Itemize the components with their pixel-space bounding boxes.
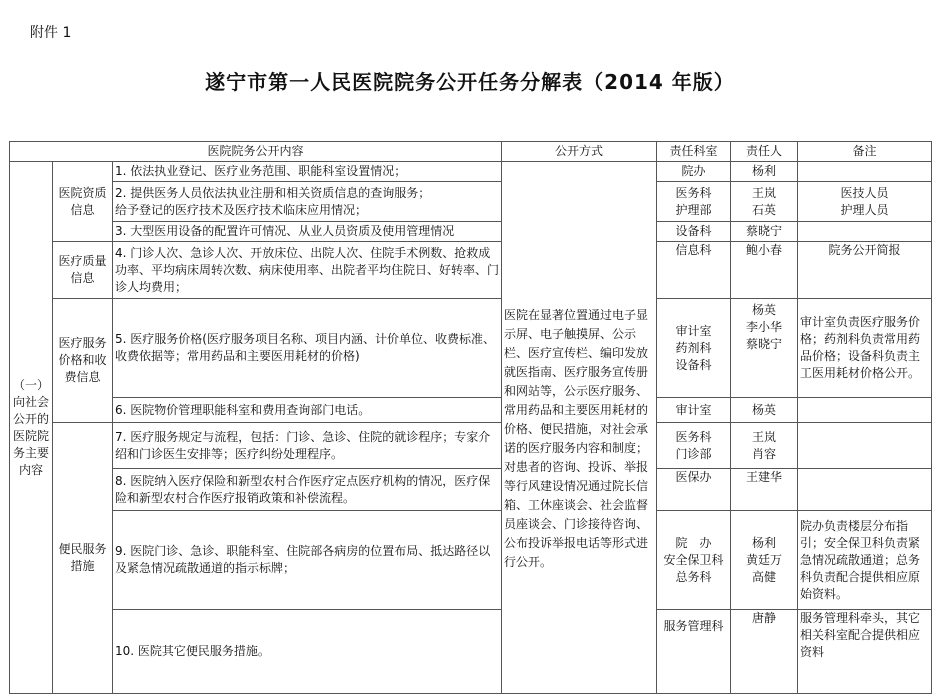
person-line: 蔡晓宁 (745, 337, 782, 351)
item-person: 鲍小春 (731, 242, 798, 299)
person-line: 杨英 (751, 303, 776, 317)
item-department: 审计室 (657, 398, 731, 423)
item-text: 5. 医疗服务价格(医疗服务项目名称、项目内涵、计价单位、收费标准、收费依据等；常用药品和主要医用耗材的价格) (113, 299, 502, 398)
item-remarks (798, 469, 932, 511)
department-line: 医务科 (675, 429, 712, 444)
department-line: 审计室 (675, 323, 712, 338)
header-content: 医院院务公开内容 (10, 142, 502, 162)
item-department (657, 511, 731, 610)
person-line: 高健 (751, 569, 776, 584)
item-remarks (798, 398, 932, 423)
item-department: 院办 (657, 162, 731, 182)
item-remarks: 服务管理科牵头，其它相关科室配合提供相应资料 (798, 610, 932, 694)
table-row (10, 398, 932, 423)
item-text-line: 给予登记的医疗技术及医疗技术临床应用情况； (115, 202, 368, 217)
item-text: 3. 大型医用设备的配置许可情况、从业人员资质及使用管理情况 (113, 222, 502, 242)
item-department (657, 423, 731, 469)
item-text: 9. 医院门诊、急诊、职能科室、住院部各病房的位置布局、抵达路径以及紧急情况疏散通道的指示标牌； (113, 511, 502, 610)
item-person (731, 511, 798, 610)
item-department: 服务管理科 (657, 610, 731, 694)
item-text: 4. 门诊人次、急诊人次、开放床位、出院人次、住院手术例数、抢救成功率、平均病床周转次数、病床使用率、出院者平均住院日、好转率、门诊人均费用； (113, 242, 502, 299)
item-person: 蔡晓宁 (731, 222, 798, 242)
item-remarks (798, 423, 932, 469)
department-line: 安全保卫科 (663, 552, 724, 567)
header-remarks: 备注 (798, 142, 932, 162)
department-line: 医务科 (675, 185, 712, 200)
person-line: 石英 (751, 202, 776, 217)
department-line: 门诊部 (675, 446, 712, 461)
item-department (657, 299, 731, 398)
item-text: 10. 医院其它便民服务措施。 (113, 610, 502, 694)
remarks-line: 护理人员 (840, 202, 889, 217)
table-row (10, 182, 932, 222)
header-department: 责任科室 (657, 142, 731, 162)
item-text (113, 182, 502, 222)
header-method: 公开方式 (502, 142, 657, 162)
item-person (731, 182, 798, 222)
task-table (9, 141, 932, 694)
header-person: 责任人 (731, 142, 798, 162)
item-person: 王建华 (731, 469, 798, 511)
department-line: 药剂科 (675, 340, 712, 355)
table-row (10, 610, 932, 694)
item-person: 杨利 (731, 162, 798, 182)
item-person (731, 423, 798, 469)
table-row (10, 242, 932, 299)
item-remarks: 院办负责楼层分布指引；安全保卫科负责紧急情况疏散通道；总务科负责配合提供相应原始资料。 (798, 511, 932, 610)
section-label: （一）向社会公开的医院院务主要内容 (10, 162, 53, 694)
person-line: 杨利 (751, 535, 776, 550)
item-remarks: 审计室负责医疗服务价格；药剂科负责常用药品价格；设备科负责主工医用耗材价格公开。 (798, 299, 932, 398)
header-row (10, 142, 932, 162)
category-qualification: 医院资质信息 (53, 162, 113, 242)
item-text: 7. 医疗服务规定与流程，包括：门诊、急诊、住院的就诊程序；专家介绍和门诊医生安排等；医疗纠纷处理程序。 (113, 423, 502, 469)
person-line: 王岚 (751, 185, 776, 200)
table-row (10, 162, 932, 182)
table-row (10, 511, 932, 610)
department-line: 总务科 (675, 569, 712, 584)
item-remarks (798, 162, 932, 182)
person-line: 李小华 (745, 320, 782, 334)
item-person: 唐静 (731, 610, 798, 694)
item-remarks: 院务公开简报 (798, 242, 932, 299)
department-line: 院 办 (675, 535, 712, 550)
table-row (10, 299, 932, 398)
person-line: 肖容 (751, 446, 776, 461)
document-title: 遂宁市第一人民医院院务公开任务分解表（2014 年版） (205, 70, 735, 94)
table-row (10, 423, 932, 469)
item-text-line: 2. 提供医务人员依法执业注册和相关资质信息的查询服务； (115, 185, 431, 200)
category-convenience: 便民服务措施 (53, 423, 113, 694)
item-department (657, 182, 731, 222)
person-line: 黄廷万 (745, 552, 782, 567)
department-line: 设备科 (675, 357, 712, 372)
item-remarks (798, 222, 932, 242)
table-row (10, 222, 932, 242)
item-department: 医保办 (657, 469, 731, 511)
person-line: 王岚 (751, 429, 776, 444)
item-department: 信息科 (657, 242, 731, 299)
attachment-label: 附件 1 (30, 25, 72, 41)
item-person (731, 299, 798, 398)
item-text: 1. 依法执业登记、医疗业务范围、职能科室设置情况； (113, 162, 502, 182)
item-text: 6. 医院物价管理职能科室和费用查询部门电话。 (113, 398, 502, 423)
category-quality: 医疗质量信息 (53, 242, 113, 299)
category-pricing: 医疗服务价格和收费信息 (53, 299, 113, 423)
remarks-line: 医技人员 (840, 185, 889, 200)
item-department: 设备科 (657, 222, 731, 242)
department-line: 护理部 (675, 202, 712, 217)
method-text: 医院在显著位置通过电子显示屏、电子触摸屏、公示栏、医疗宣传栏、编印发放就医指南、医疗服务宣传册和网站等，公示医疗服务、常用药品和主要医用耗材的价格、便民措施，对社会承诺的医疗服务内容和制度；对患者的咨询、投诉、举报等行风建设情况通过院长信箱、工休座谈会、社会监督员座谈会、门诊接待咨询、公布投诉举报电话等形式进行公开。 (502, 162, 657, 694)
item-person: 杨英 (731, 398, 798, 423)
item-remarks (798, 182, 932, 222)
item-text: 8. 医院纳入医疗保险和新型农村合作医疗定点医疗机构的情况，医疗保险和新型农村合作医疗报销政策和补偿流程。 (113, 469, 502, 511)
table-row (10, 469, 932, 511)
